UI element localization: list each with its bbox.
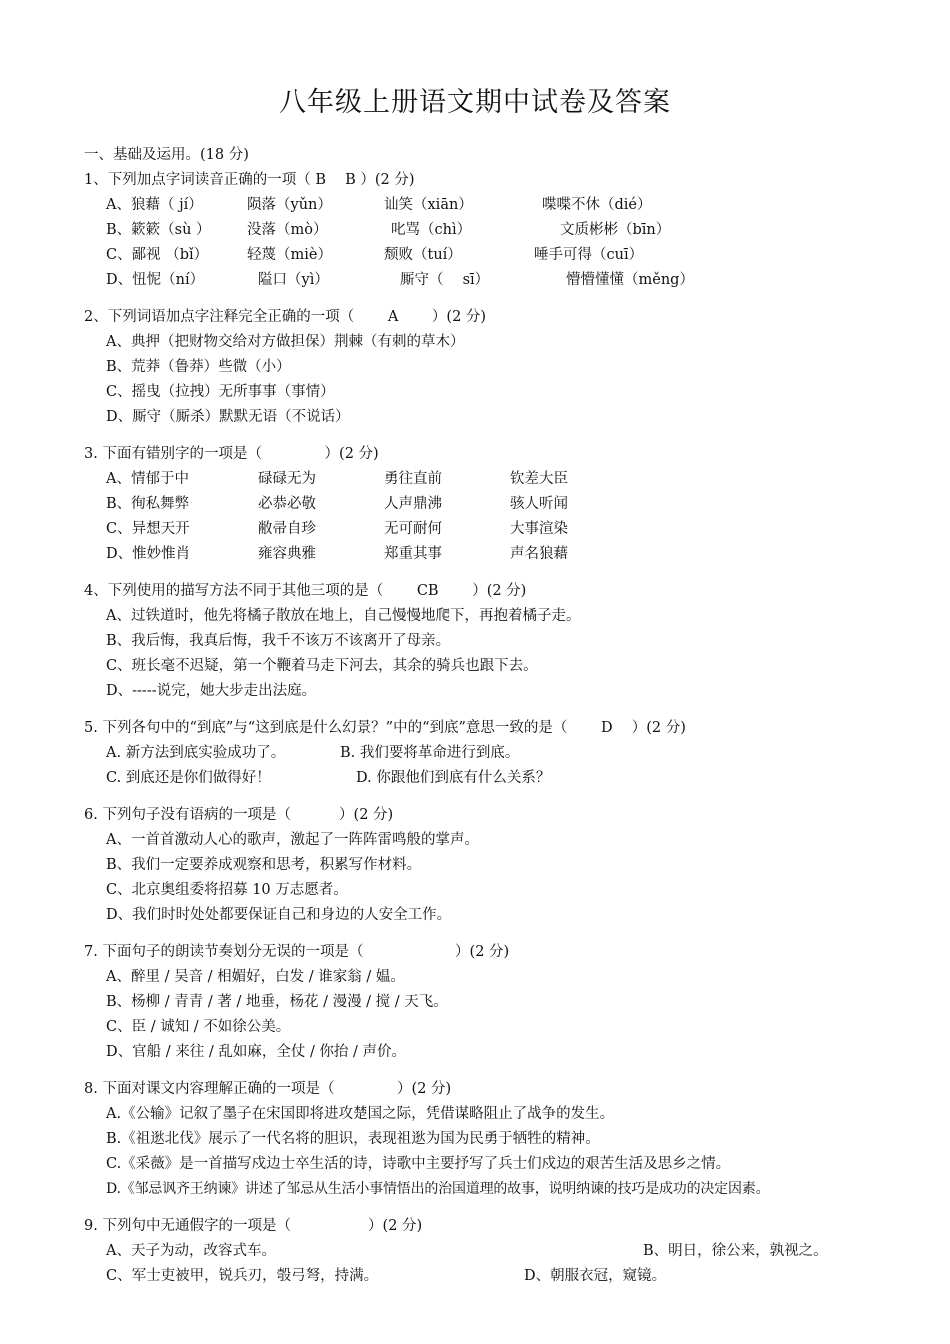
- q6-option-c: C、北京奥组委将招募 10 万志愿者。: [106, 882, 348, 898]
- q9-option-b: B、明日，徐公来，孰视之。: [643, 1243, 828, 1259]
- q7-option-d: D、官船 / 来往 / 乱如麻，全仗 / 你抬 / 声价。: [106, 1044, 407, 1060]
- q6-option-d: D、我们时时处处都要保证自己和身边的人安全工作。: [106, 907, 452, 923]
- q3-option-a-4: 钦差大臣: [510, 471, 568, 487]
- q1-option-c-1: C、鄙视 （bǐ）: [106, 247, 209, 263]
- q3-option-a-1: A、情郁于中: [106, 471, 189, 487]
- question-6-stem: 6. 下列句子没有语病的一项是（ ）(2 分): [84, 807, 394, 823]
- q5-option-c: C. 到底还是你们做得好！: [106, 770, 271, 786]
- q1-option-d-3: 厮守（ sī）: [400, 272, 490, 288]
- q1-option-b-4: 文质彬彬（bīn）: [560, 222, 671, 238]
- question-1-stem: 1、下列加点字词读音正确的一项（ B B ）(2 分): [84, 172, 415, 188]
- question-9-stem: 9. 下列句中无通假字的一项是（ ）(2 分): [84, 1218, 423, 1234]
- q8-option-d: D.《邹忌讽齐王纳谏》讲述了邹忌从生活小事情悟出的治国道理的故事，说明纳谏的技巧是成功的决定因素。: [106, 1181, 770, 1197]
- q1-option-c-4: 唾手可得（cuī）: [534, 247, 644, 263]
- q3-option-a-2: 碌碌无为: [258, 471, 316, 487]
- q3-option-b-3: 人声鼎沸: [384, 496, 442, 512]
- q8-option-c: C.《采薇》是一首描写戍边士卒生活的诗，诗歌中主要抒写了兵士们戍边的艰苦生活及思乡之情。: [106, 1156, 731, 1172]
- q9-option-c: C、军士吏被甲，锐兵刃，彀弓弩，持满。: [106, 1268, 379, 1284]
- q3-option-d-2: 雍容典雅: [258, 546, 316, 562]
- q5-option-a: A. 新方法到底实验成功了。: [106, 745, 286, 761]
- q9-option-d: D、朝服衣冠，窥镜。: [524, 1268, 667, 1284]
- q6-option-b: B、我们一定要养成观察和思考，积累写作材料。: [106, 857, 422, 873]
- q3-option-a-3: 勇往直前: [384, 471, 442, 487]
- q2-option-c: C、摇曳（拉拽）无所事事（事情）: [106, 384, 335, 400]
- q1-option-b-2: 没落（mò）: [247, 222, 328, 238]
- q4-option-d: D、-----说完，她大步走出法庭。: [106, 683, 317, 699]
- q6-option-a: A、一首首激动人心的歌声，激起了一阵阵雷鸣般的掌声。: [106, 832, 479, 848]
- q5-option-d: D. 你跟他们到底有什么关系？: [356, 770, 551, 786]
- q1-option-a-3: 讪笑（xiān）: [384, 197, 473, 213]
- q1-option-d-2: 隘口（yì）: [258, 272, 329, 288]
- q3-option-b-4: 骇人听闻: [510, 496, 568, 512]
- question-8-stem: 8. 下面对课文内容理解正确的一项是（ ）(2 分): [84, 1081, 452, 1097]
- q4-option-a: A、过铁道时，他先将橘子散放在地上，自己慢慢地爬下，再抱着橘子走。: [106, 608, 581, 624]
- q1-option-c-2: 轻蔑（miè）: [247, 247, 332, 263]
- q2-option-a: A、典押（把财物交给对方做担保）荆棘（有刺的草木）: [106, 334, 465, 350]
- q7-option-b: B、杨柳 / 青青 / 著 / 地垂，杨花 / 漫漫 / 搅 / 天飞。: [106, 994, 448, 1010]
- q4-option-c: C、班长毫不迟疑，第一个鞭着马走下河去，其余的骑兵也跟下去。: [106, 658, 538, 674]
- q4-option-b: B、我后悔，我真后悔，我千不该万不该离开了母亲。: [106, 633, 451, 649]
- page-title: 八年级上册语文期中试卷及答案: [279, 87, 671, 118]
- section-heading: 一、基础及运用。(18 分): [84, 147, 249, 163]
- q1-option-a-2: 陨落（yǔn）: [247, 197, 332, 213]
- q3-option-d-4: 声名狼藉: [510, 546, 568, 562]
- q3-option-c-4: 大事渲染: [510, 521, 568, 537]
- q1-option-d-1: D、忸怩（ní）: [106, 272, 205, 288]
- question-3-stem: 3. 下面有错别字的一项是（ ）(2 分): [84, 446, 379, 462]
- q8-option-a: A.《公输》记叙了墨子在宋国即将进攻楚国之际，凭借谋略阻止了战争的发生。: [106, 1106, 615, 1122]
- q3-option-b-1: B、徇私舞弊: [106, 496, 190, 512]
- q3-option-d-1: D、惟妙惟肖: [106, 546, 191, 562]
- q3-option-c-1: C、异想天开: [106, 521, 190, 537]
- q1-option-d-4: 懵懵懂懂（měng）: [566, 272, 694, 288]
- q3-option-d-3: 郑重其事: [384, 546, 442, 562]
- q1-option-a-1: A、狼藉（ jí）: [106, 197, 203, 213]
- question-7-stem: 7. 下面句子的朗读节奏划分无误的一项是（ ）(2 分): [84, 944, 510, 960]
- q2-option-d: D、厮守（厮杀）默默无语（不说话）: [106, 409, 350, 425]
- q9-option-a: A、天子为动，改容式车。: [106, 1243, 276, 1259]
- q1-option-a-4: 喋喋不休（dié）: [542, 197, 652, 213]
- q8-option-b: B.《祖逖北伐》展示了一代名将的胆识，表现祖逖为国为民勇于牺牲的精神。: [106, 1131, 600, 1147]
- q7-option-a: A、醉里 / 吴音 / 相媚好，白发 / 谁家翁 / 媪。: [106, 969, 405, 985]
- question-5-stem: 5. 下列各句中的“到底”与“这到底是什么幻景？”中的“到底”意思一致的是（ D ）(2 分): [84, 720, 686, 736]
- q3-option-c-3: 无可耐何: [384, 521, 442, 537]
- question-2-stem: 2、下列词语加点字注释完全正确的一项（ A ）(2 分): [84, 309, 487, 325]
- q1-option-b-3: 叱骂（chì）: [391, 222, 472, 238]
- question-4-stem: 4、下列使用的描写方法不同于其他三项的是（ CB ）(2 分): [84, 583, 527, 599]
- q7-option-c: C、臣 / 诚知 / 不如徐公美。: [106, 1019, 291, 1035]
- q3-option-c-2: 敝帚自珍: [258, 521, 316, 537]
- q2-option-b: B、荒莽（鲁莽）些微（小）: [106, 359, 291, 375]
- q1-option-b-1: B、簌簌（sù ）: [106, 222, 211, 238]
- q1-option-c-3: 颓败（tuí）: [384, 247, 462, 263]
- q3-option-b-2: 必恭必敬: [258, 496, 316, 512]
- q5-option-b: B. 我们要将革命进行到底。: [340, 745, 520, 761]
